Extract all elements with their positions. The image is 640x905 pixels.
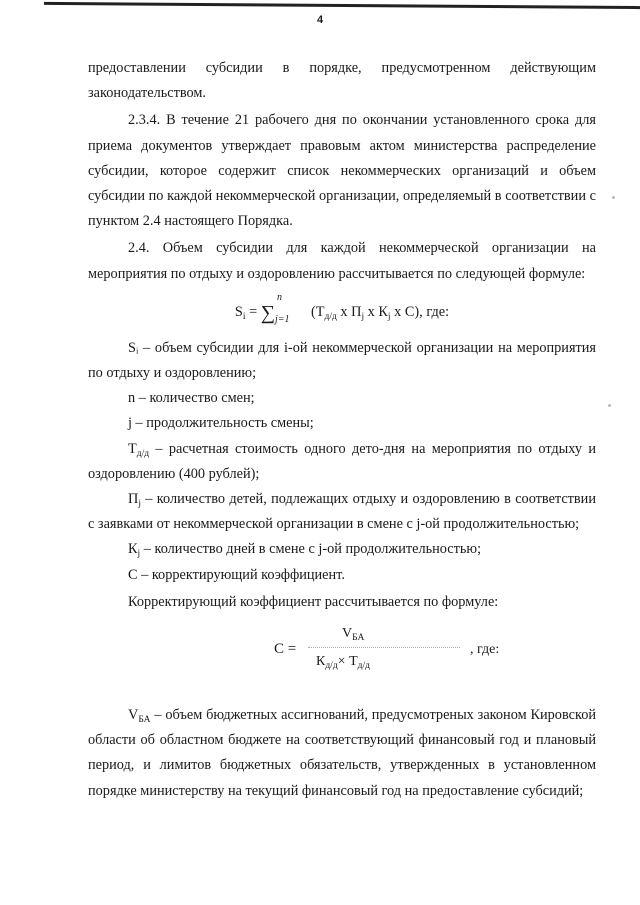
- paragraph-continuation: предоставлении субсидии в порядке, предусмотренном действующим законодательством.: [88, 60, 596, 102]
- sum-limits: n j=1: [275, 292, 290, 326]
- subsidy-formula: $S_i$ = ∑ n j=1 ($Т_{д/д}$ x $П_j$ x $К_j$ x С), где:: [234, 292, 450, 326]
- coefficient-tail: , где:: [470, 642, 500, 658]
- top-rule: [44, 2, 640, 9]
- definition-tdd: $Т_{д/д}$ – расчетная стоимость одного дето-дня на мероприятия по отдыху и оздоровлению (400 рублей);: [88, 440, 596, 482]
- scan-speck: [612, 196, 615, 199]
- definition-si: Sᵢ – объем субсидии для i-ой некоммерческой организации на мероприятия по отдыху и оздоровлению;: [88, 339, 596, 382]
- formula-lhs: S: [234, 303, 243, 320]
- definition-j: j – продолжительность смены;: [128, 415, 314, 432]
- definition-vba: $V_{БА}$ – объем бюджетных ассигнований, предусмотреных законом Кировской области об областном бюджете на соответствующий финансовый год и плановый период, и лимитов бюджетных обязательств, утвержденных в установленном порядке министерству на текущий финансовый год на предоставление субсидий;: [88, 707, 596, 799]
- coefficient-formula: [88, 623, 596, 687]
- coefficient-lhs: С =: [274, 641, 297, 658]
- paragraph-coefficient: Корректирующий коэффициент рассчитывается по формуле:: [128, 593, 499, 610]
- page-number: 4: [316, 14, 324, 26]
- paragraph-2-4: 2.4. Объем субсидии для каждой некоммерческой организации на мероприятия по отдыху и оздоровлению рассчитывается по следующей формуле:: [88, 240, 596, 282]
- definition-c: С – корректирующий коэффициент.: [128, 566, 345, 583]
- sum-symbol: ∑: [260, 301, 275, 324]
- scan-speck: [608, 404, 611, 407]
- coefficient-denominator: $К_{д/д}\times Т_{д/д}$: [316, 654, 370, 672]
- paragraph-2-3-4: 2.3.4. В течение 21 рабочего дня по окончании установленного срока для приема документов утверждает правовым актом министерства распределение субсидии, которое содержит список некоммерческих организаций и объем субсидии по каждой некоммерческой организации, определяемый в соответствии с пунктом 2.4 настоящего Порядка.: [88, 112, 596, 230]
- document-body: [88, 56, 596, 804]
- definition-pj: $П_j$ – количество детей, подлежащих отдыху и оздоровлению в соответствии с заявками от некоммерческой организации в смене с j-ой продолжительностью;: [88, 491, 596, 533]
- coefficient-numerator: $V_{БА}$: [342, 626, 365, 644]
- definition-kj: $К_j$ – количество дней в смене с j-ой продолжительностью;: [128, 541, 482, 560]
- fraction-line: [308, 647, 460, 648]
- definition-n: n – количество смен;: [128, 390, 255, 407]
